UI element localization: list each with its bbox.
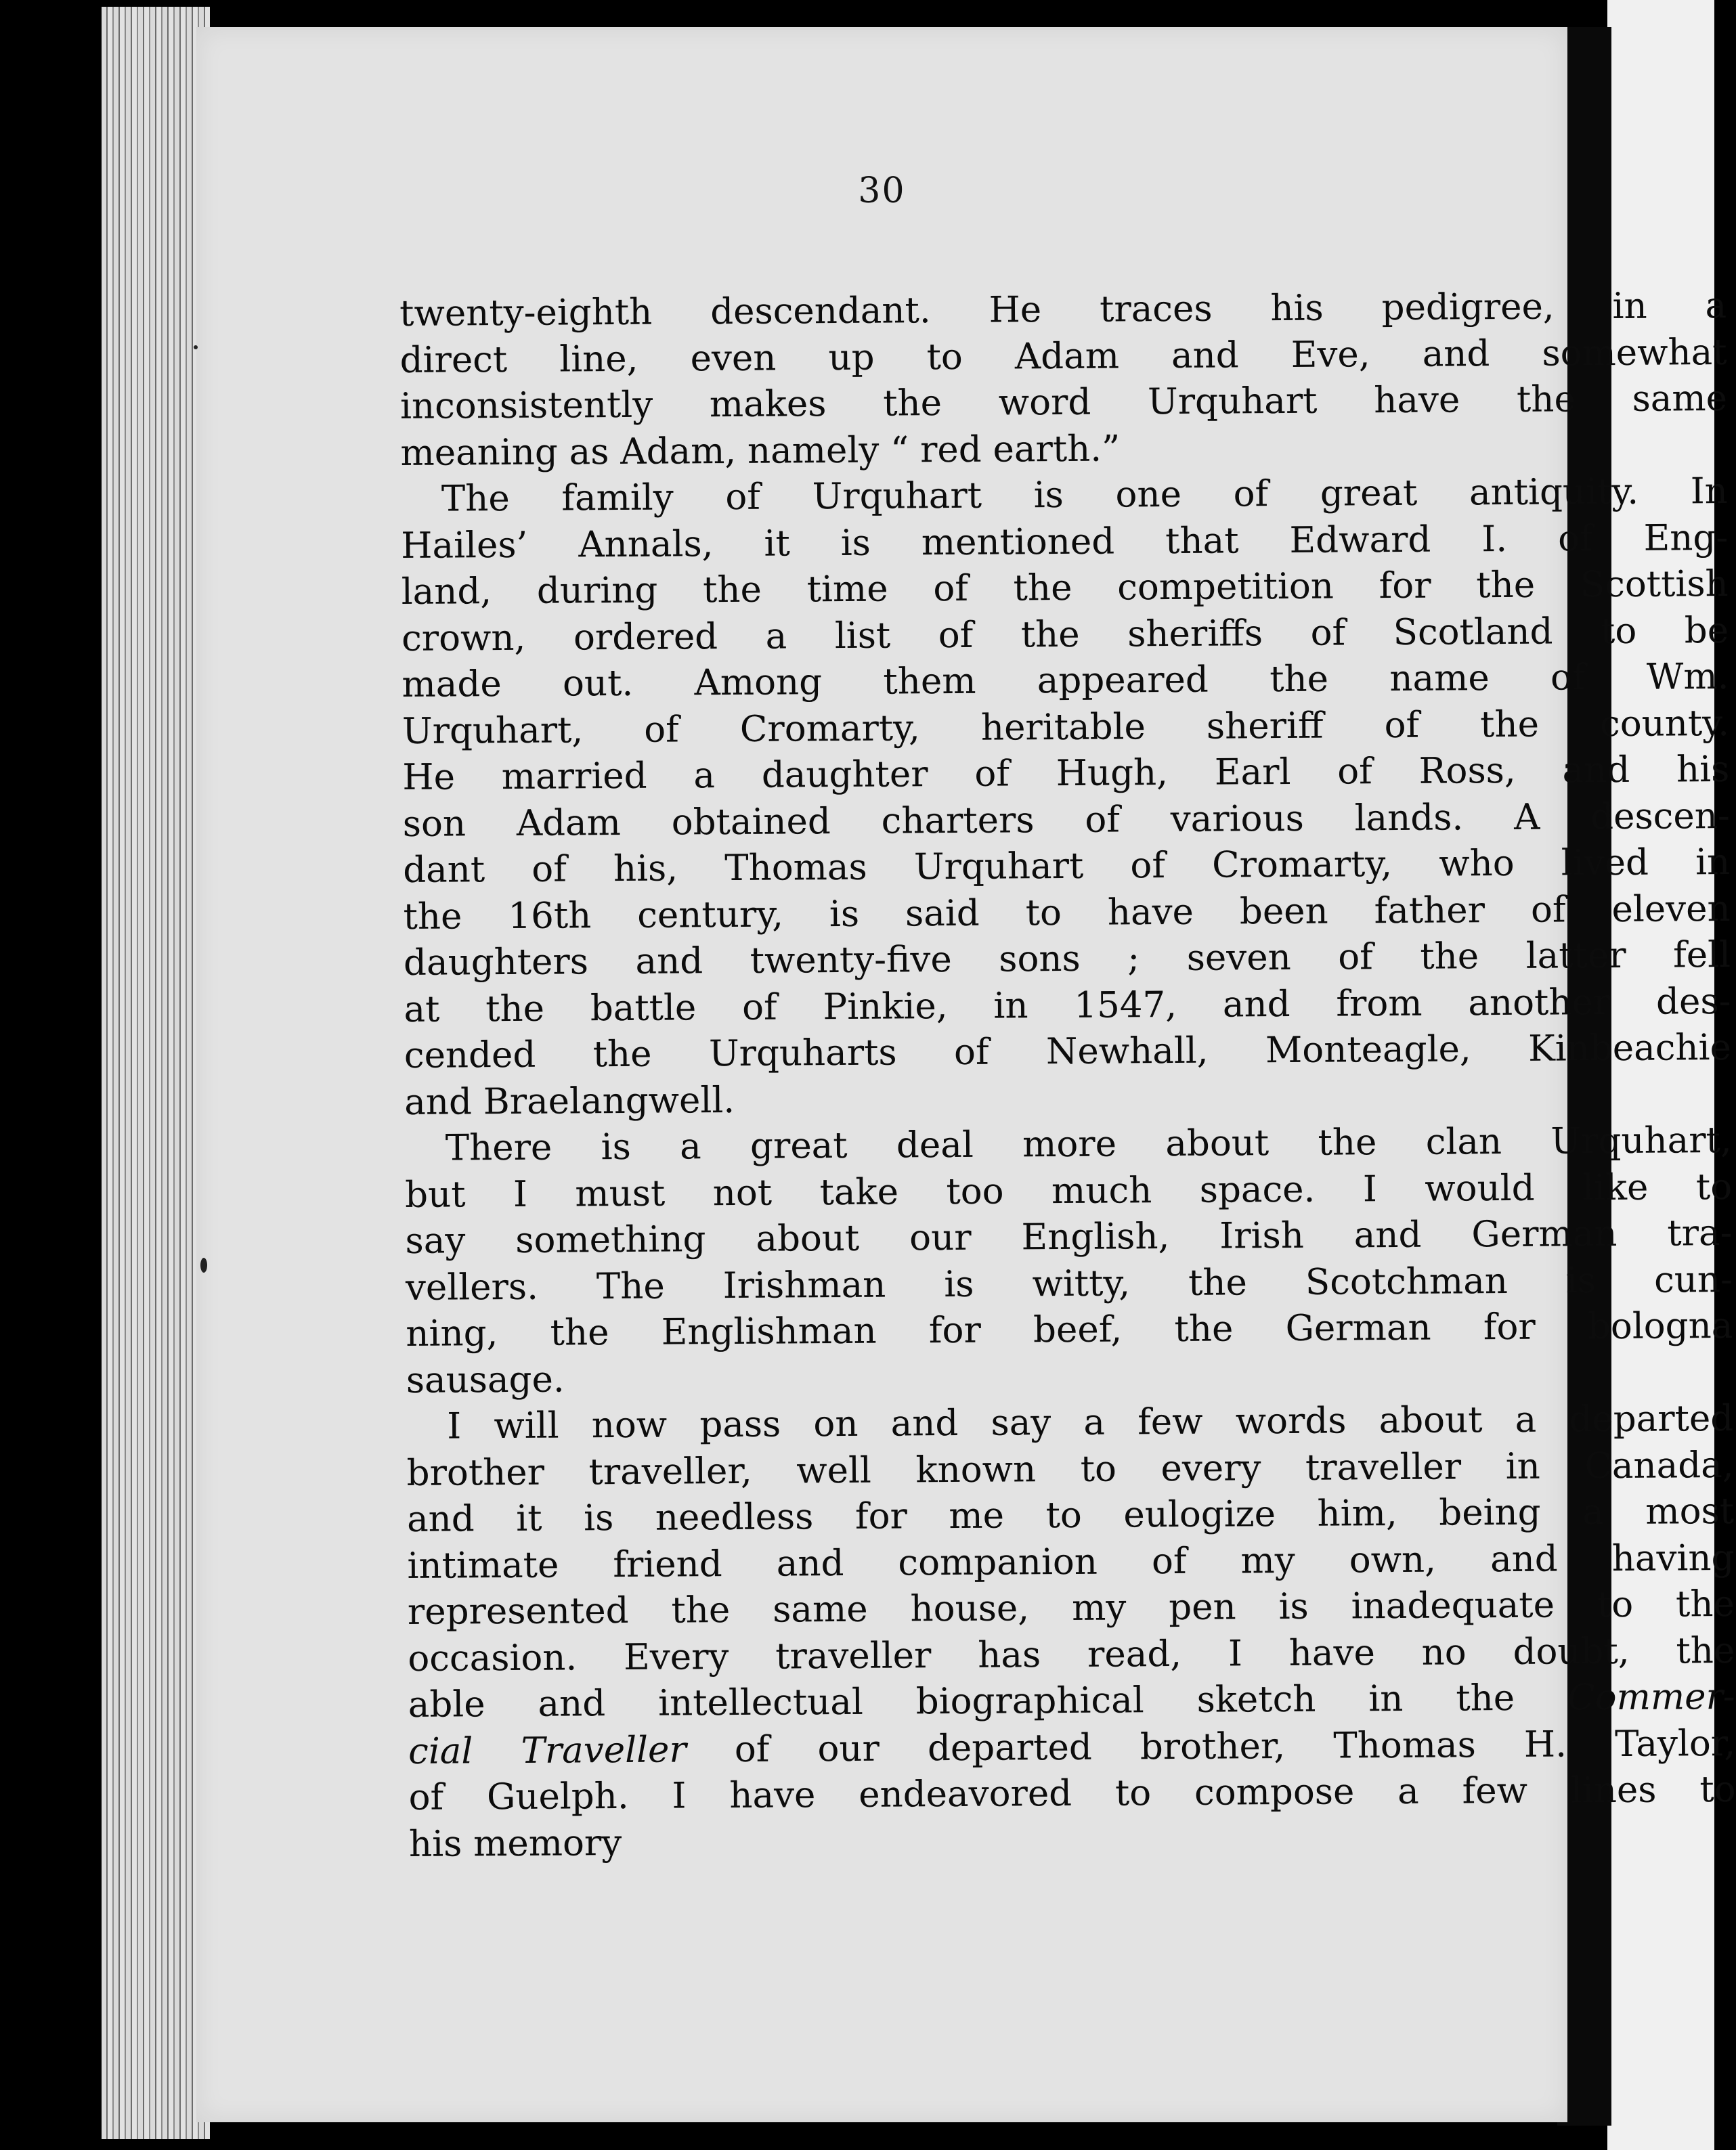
text-line: sausage. [406,1359,565,1401]
text-line: The family of Urquhart is one of great antiquity. In [441,470,1729,520]
text-line: meaning as Adam, namely “ red earth.” [400,428,1121,474]
text-span: of our departed brother, Thomas H. Taylor, [686,1722,1736,1770]
stacked-page-edges [102,7,210,2139]
text-line: He married a daughter of Hugh, Earl of Ross, and his [402,749,1730,798]
text-line: of Guelph. I have endeavored to compose a few lines to [408,1768,1736,1818]
text-line: represented the same house, my pen is inadequate to the [407,1583,1735,1633]
paragraph [406,1396,1735,1682]
italic-text: cial Traveller [408,1728,687,1772]
text-line: and Braelangwell. [404,1079,735,1123]
text-line: inconsistently makes the word Urquhart have the same [399,378,1728,427]
text-line: say something about our English, Irish and German tra- [405,1212,1733,1262]
text-line: the 16th century, is said to have been father of eleven [403,887,1731,938]
text-line: but I must not take too much space. I would like to [404,1166,1733,1216]
page-number: 30 [858,171,906,211]
paragraph [399,283,1728,477]
text-line: made out. Among them appeared the name of Wm. [402,656,1729,705]
paragraph [405,1118,1733,1404]
text-line: I will now pass on and say a few words about a departed [447,1397,1734,1447]
text-line: Hailes’ Annals, it is mentioned that Edward I. of Eng- [401,517,1729,567]
text-line: dant of his, Thomas Urquhart of Cromarty, who lived in [403,841,1731,891]
text-line: occasion. Every traveller has read, I have no doubt, the [408,1629,1735,1680]
paragraph-final [408,1674,1736,1868]
text-line: direct line, even up to Adam and Eve, and somewhat [399,331,1727,381]
scan-speck [200,1258,207,1273]
paragraph-container [399,283,1735,1682]
text-line: ning, the Englishman for beef, the German for bologna [406,1304,1733,1355]
text-line: land, during the time of the competition for the Scottish [401,563,1729,613]
text-line: There is a great deal more about the clan Urquhart, [445,1120,1732,1169]
text-line: and it is needless for me to eulogize him, being a most [406,1490,1735,1540]
scan-speck [194,345,198,349]
text-line: brother traveller, well known to every traveller in Canada, [406,1444,1734,1494]
text-line: cended the Urquharts of Newhall, Monteagle, Kinbeachie [404,1027,1732,1076]
text-line: vellers. The Irishman is witty, the Scotchman is cun- [405,1258,1733,1309]
text-line: intimate friend and companion of my own, and having [407,1537,1735,1587]
text-line: Urquhart, of Cromarty, heritable sheriff of the county. [402,702,1730,752]
text-line: at the battle of Pinkie, in 1547, and from another des- [404,980,1731,1030]
book-page [196,27,1736,2122]
italic-text: Commer- [1567,1675,1735,1719]
text-line: his memory [408,1822,622,1865]
body-text [399,283,1736,1868]
paragraph [401,468,1732,1126]
text-line: daughters and twenty-five sons ; seven of the latter fell [403,934,1731,984]
text-line [408,1674,1735,1728]
text-line [408,1720,1735,1774]
text-span: able and intellectual biographical sketch in the [408,1677,1568,1726]
text-line: son Adam obtained charters of various lands. A descen- [402,795,1730,845]
text-line: crown, ordered a list of the sheriffs of Scotland to be [401,609,1729,659]
text-line: twenty-eighth descendant. He traces his pedigree, in a [399,285,1727,334]
